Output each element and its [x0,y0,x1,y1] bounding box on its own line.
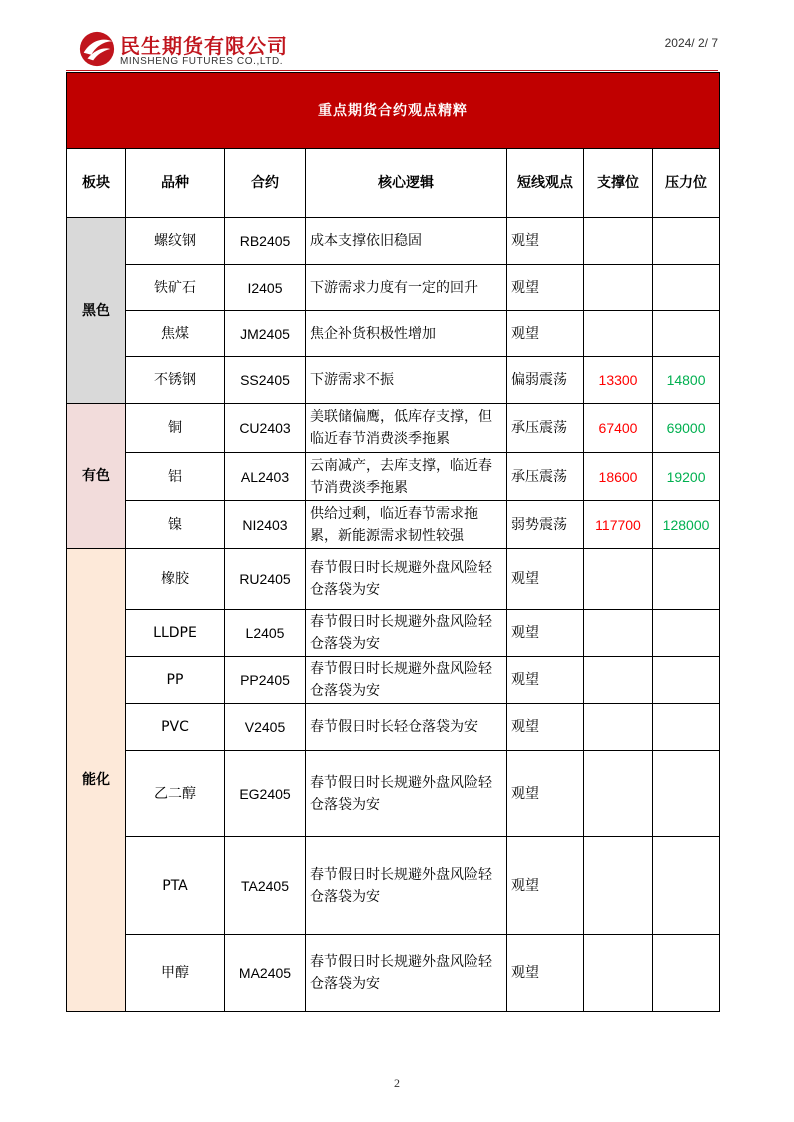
logic-cell: 下游需求不振 [306,357,507,404]
support-cell [584,837,653,935]
variety-cell: 镍 [126,501,225,549]
view-cell: 观望 [507,265,584,311]
variety-cell: PTA [126,837,225,935]
table-row [67,265,720,311]
table-title-row [67,73,720,149]
support-cell: 67400 [584,404,653,453]
pressure-cell [653,265,720,311]
sector-cell: 有色 [67,404,126,549]
column-header-sector: 板块 [67,149,126,218]
table-header-row [67,149,720,218]
view-cell: 弱势震荡 [507,501,584,549]
table-row [67,935,720,1012]
minsheng-logo-icon [78,30,116,68]
support-cell: 13300 [584,357,653,404]
view-cell: 观望 [507,218,584,265]
contract-cell: L2405 [225,610,306,657]
table-row [67,357,720,404]
contract-cell: AL2403 [225,453,306,501]
table-row [67,311,720,357]
company-name-en: MINSHENG FUTURES CO.,LTD. [120,56,284,67]
table-row [67,610,720,657]
support-cell [584,751,653,837]
logic-cell: 下游需求力度有一定的回升 [306,265,507,311]
logic-cell: 春节假日时长轻仓落袋为安 [306,704,507,751]
contract-cell: EG2405 [225,751,306,837]
contract-cell: PP2405 [225,657,306,704]
logic-cell: 春节假日时长规避外盘风险轻仓落袋为安 [306,751,507,837]
variety-cell: 甲醇 [126,935,225,1012]
header-divider [66,70,718,71]
variety-cell: 铝 [126,453,225,501]
contract-cell: CU2403 [225,404,306,453]
table-row [67,837,720,935]
logic-cell: 春节假日时长规避外盘风险轻仓落袋为安 [306,610,507,657]
contract-cell: RB2405 [225,218,306,265]
view-cell: 观望 [507,751,584,837]
sector-cell: 黑色 [67,218,126,404]
table-row [67,453,720,501]
logic-cell: 春节假日时长规避外盘风险轻仓落袋为安 [306,837,507,935]
column-header-logic: 核心逻辑 [306,149,507,218]
table-row [67,751,720,837]
table-row [67,704,720,751]
table-row [67,218,720,265]
logic-cell: 美联储偏鹰，低库存支撑，但临近春节消费淡季拖累 [306,404,507,453]
page-number: 2 [394,1076,400,1090]
variety-cell: 螺纹钢 [126,218,225,265]
pressure-cell: 14800 [653,357,720,404]
pressure-cell [653,837,720,935]
contract-cell: NI2403 [225,501,306,549]
view-cell: 承压震荡 [507,404,584,453]
logic-cell: 春节假日时长规避外盘风险轻仓落袋为安 [306,935,507,1012]
variety-cell: 乙二醇 [126,751,225,837]
sector-cell: 能化 [67,549,126,1012]
pressure-cell [653,935,720,1012]
contract-cell: TA2405 [225,837,306,935]
support-cell [584,218,653,265]
support-cell [584,610,653,657]
variety-cell: PVC [126,704,225,751]
variety-cell: 铁矿石 [126,265,225,311]
table-title: 重点期货合约观点精粹 [67,73,720,149]
view-cell: 观望 [507,704,584,751]
company-name-cn: 民生期货有限公司 [120,34,288,58]
column-header-view: 短线观点 [507,149,584,218]
view-cell: 观望 [507,935,584,1012]
contract-cell: V2405 [225,704,306,751]
view-cell: 偏弱震荡 [507,357,584,404]
futures-view-table [66,72,720,1012]
logic-cell: 云南减产，去库支撑，临近春节消费淡季拖累 [306,453,507,501]
column-header-contract: 合约 [225,149,306,218]
report-date: 2024/ 2/ 7 [664,36,718,50]
column-header-variety: 品种 [126,149,225,218]
support-cell: 117700 [584,501,653,549]
support-cell [584,935,653,1012]
pressure-cell [653,218,720,265]
support-cell [584,265,653,311]
view-cell: 观望 [507,610,584,657]
contract-cell: MA2405 [225,935,306,1012]
logic-cell: 成本支撑依旧稳固 [306,218,507,265]
logic-cell: 春节假日时长规避外盘风险轻仓落袋为安 [306,657,507,704]
view-cell: 承压震荡 [507,453,584,501]
contract-cell: I2405 [225,265,306,311]
contract-cell: JM2405 [225,311,306,357]
table-row [67,549,720,610]
pressure-cell: 69000 [653,404,720,453]
support-cell [584,311,653,357]
support-cell [584,549,653,610]
logic-cell: 焦企补货积极性增加 [306,311,507,357]
variety-cell: 不锈钢 [126,357,225,404]
pressure-cell [653,311,720,357]
pressure-cell [653,549,720,610]
logic-cell: 春节假日时长规避外盘风险轻仓落袋为安 [306,549,507,610]
support-cell [584,704,653,751]
company-logo [78,28,318,72]
variety-cell: PP [126,657,225,704]
table-row [67,657,720,704]
logic-cell: 供给过剩，临近春节需求拖累，新能源需求韧性较强 [306,501,507,549]
variety-cell: 橡胶 [126,549,225,610]
view-cell: 观望 [507,549,584,610]
column-header-pressure: 压力位 [653,149,720,218]
contract-cell: SS2405 [225,357,306,404]
pressure-cell [653,657,720,704]
view-cell: 观望 [507,311,584,357]
pressure-cell [653,610,720,657]
column-header-support: 支撑位 [584,149,653,218]
support-cell [584,657,653,704]
variety-cell: LLDPE [126,610,225,657]
table-row [67,501,720,549]
variety-cell: 铜 [126,404,225,453]
contract-cell: RU2405 [225,549,306,610]
table-row [67,404,720,453]
pressure-cell [653,751,720,837]
view-cell: 观望 [507,657,584,704]
pressure-cell [653,704,720,751]
variety-cell: 焦煤 [126,311,225,357]
pressure-cell: 128000 [653,501,720,549]
view-cell: 观望 [507,837,584,935]
support-cell: 18600 [584,453,653,501]
pressure-cell: 19200 [653,453,720,501]
